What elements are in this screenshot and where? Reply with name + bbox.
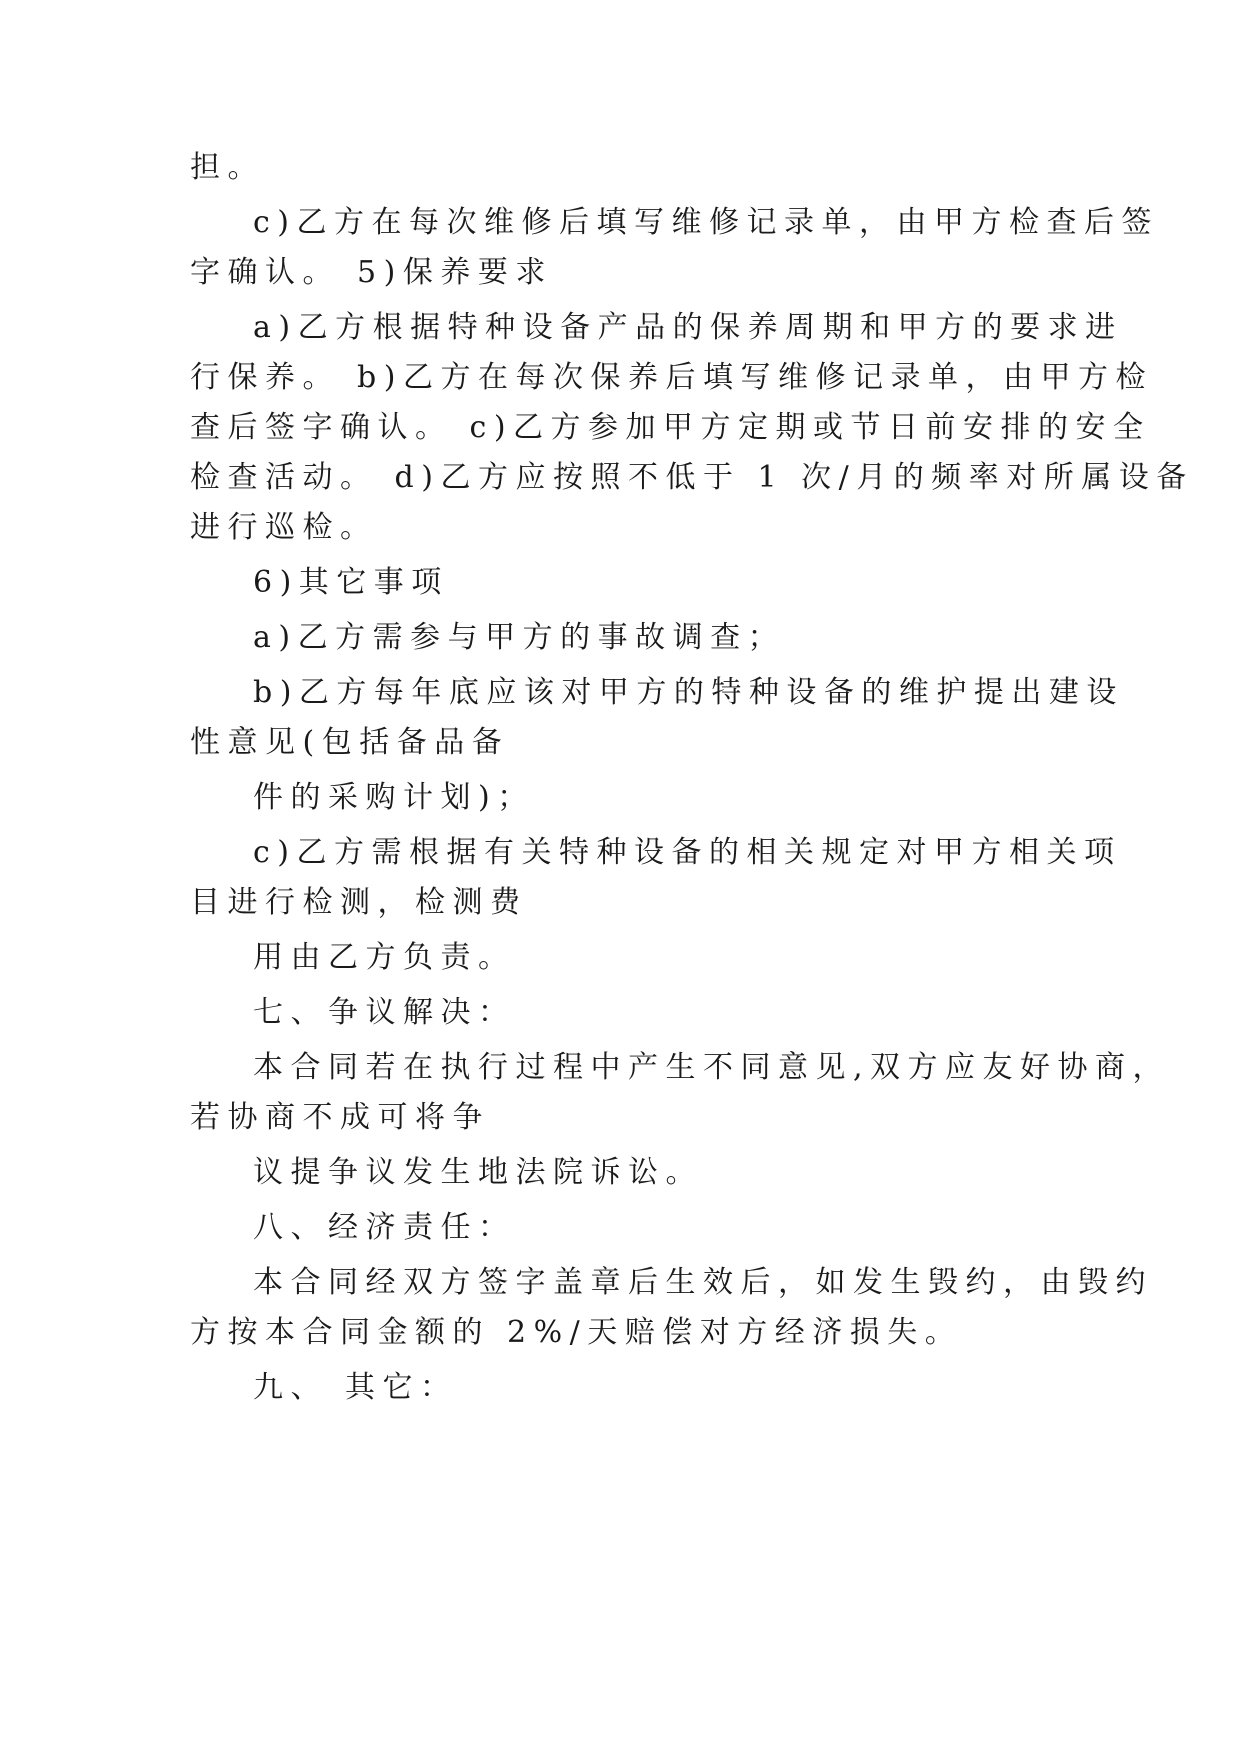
text-line: 议提争议发生地法院诉讼。 [253,1155,703,1190]
text-line: 本合同经双方签字盖章后生效后，如发生毁约，由毁约 [253,1265,1153,1300]
text-line: 进行巡检。 [190,510,378,545]
text-line: 检查活动。 d)乙方应按照不低于 1 次/月的频率对所属设备 [190,460,1194,495]
text-line: 6)其它事项 [253,565,449,600]
text-line: 字确认。 5)保养要求 [190,255,553,290]
section-heading: 九、 其它： [253,1370,458,1405]
text-line: 方按本合同金额的 2%/天赔偿对方经济损失。 [190,1315,963,1350]
section-heading: 七、争议解决： [253,995,516,1030]
text-line: 性意见(包括备品备 [190,725,510,760]
text-line: a)乙方根据特种设备产品的保养周期和甲方的要求进 [253,310,1123,345]
text-line: 目进行检测，检测费 [190,885,528,920]
text-line: 本合同若在执行过程中产生不同意见,双方应友好协商， [253,1050,1171,1085]
text-line: 用由乙方负责。 [253,940,516,975]
text-line: 担。 [190,150,265,185]
text-line: 若协商不成可将争 [190,1100,490,1135]
text-line: c)乙方需根据有关特种设备的相关规定对甲方相关项 [253,835,1122,870]
text-line: c)乙方在每次维修后填写维修记录单，由甲方检查后签 [253,205,1160,240]
text-line: b)乙方每年底应该对甲方的特种设备的维护提出建设 [253,675,1124,710]
text-line: 件的采购计划)； [253,780,535,815]
section-heading: 八、经济责任： [253,1210,516,1245]
text-line: 查后签字确认。 c)乙方参加甲方定期或节日前安排的安全 [190,410,1151,445]
text-line: a)乙方需参与甲方的事故调查； [253,620,786,655]
text-line: 行保养。 b)乙方在每次保养后填写维修记录单，由甲方检 [190,360,1153,395]
